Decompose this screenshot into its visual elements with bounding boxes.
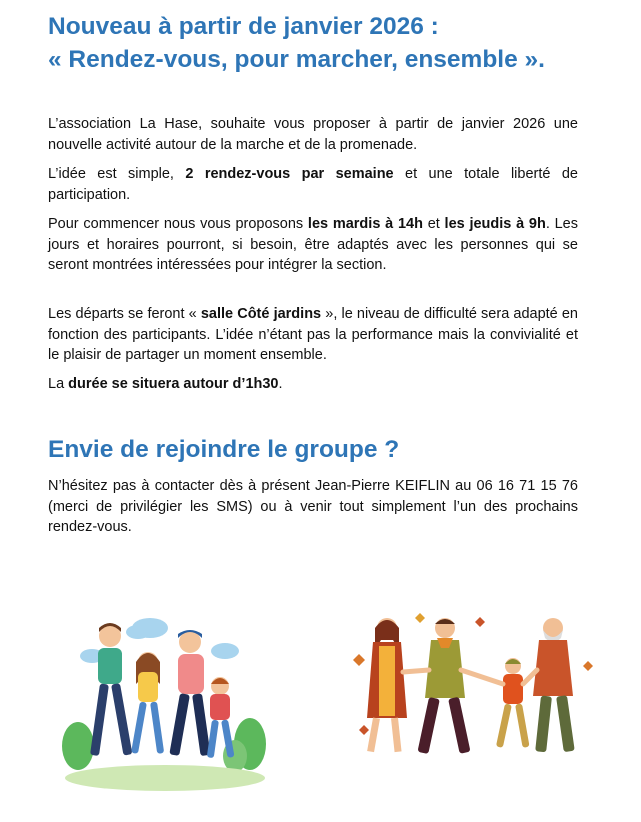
paragraph-contact: N’hésitez pas à contacter dès à présent Jean-Pierre KEIFLIN au 06 16 71 15 76 (merci de privilégier les SMS) ou à venir tout simplement l’un des prochains rendez-vous. xyxy=(48,478,578,535)
autumn-family-walking-illustration xyxy=(345,610,595,770)
paragraph-schedule: Pour commencer nous vous proposons les mardis à 14h et les jeudis à 9h. Les jours et horaires pourront, si besoin, être adaptés avec les personnes qui se seront montrées intéressées pour intégrer la section. xyxy=(48,216,579,273)
page-title xyxy=(48,10,618,76)
bold-duration: durée se situera autour d’1h30 xyxy=(68,376,279,392)
paragraph-departure: Les départs se feront « salle Côté jardins », le niveau de difficulté sera adapté en fonction des participants. L’idée n’étant pas la performance mais la convivialité et le plaisir de partager un moment ensemble. xyxy=(48,306,578,363)
paragraph-duration: La durée se situera autour d’1h30. xyxy=(48,376,283,392)
paragraph-rendezvous: L’idée est simple, 2 rendez-vous par semaine et une totale liberté de participation. xyxy=(48,166,578,203)
bold-location: salle Côté jardins xyxy=(200,306,322,322)
section-heading: Envie de rejoindre le groupe ? xyxy=(48,436,400,463)
title-line-2: « Rendez-vous, pour marcher, ensemble ». xyxy=(48,46,545,73)
paragraph-intro: L’association La Hase, souhaite vous proposer à partir de janvier 2026 une nouvelle activité autour de la marche et de la promenade. xyxy=(48,116,578,153)
bold-thursday: les jeudis à 9h xyxy=(444,216,546,232)
bold-tuesday: les mardis à 14h xyxy=(307,216,423,232)
title-line-1: Nouveau à partir de janvier 2026 : xyxy=(48,13,439,40)
family-walking-illustration xyxy=(60,606,270,796)
bold-rendezvous: 2 rendez-vous par semaine xyxy=(185,166,394,182)
